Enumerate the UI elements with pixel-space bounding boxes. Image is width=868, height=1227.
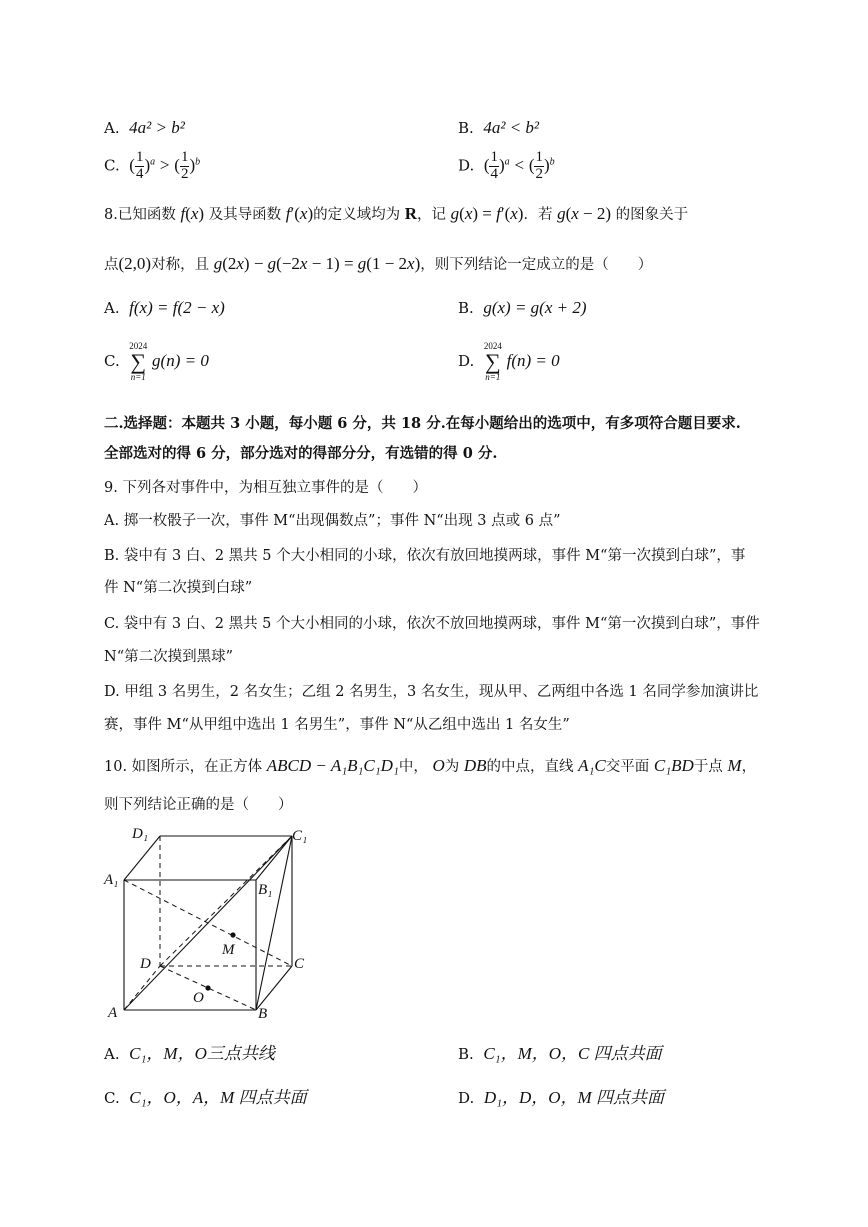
point-o <box>205 985 210 990</box>
option-label: A. <box>104 1045 120 1063</box>
label-b1: B₁ <box>258 882 273 898</box>
q8-stem-line2: 点(2,0)对称，且 g(2x) − g(−2x − 1) = g(1 − 2x)，则下列结论一定成立的是（ ） <box>104 254 653 273</box>
edge-bc <box>256 966 292 1010</box>
q9-option-b-line1: B. 袋中有 3 白、2 黑共 5 个大小相同的小球，依次有放回地摸两球，事件 M“第一次摸到白球”，事 <box>104 548 746 564</box>
q8-option-b-expr: g(x) = g(x + 2) <box>483 298 587 317</box>
option-label: C. <box>104 1089 120 1107</box>
q8-option-d: D. 2024 ∑ n=1 f(n) = 0 <box>458 341 560 382</box>
option-label: A. <box>104 119 120 137</box>
q7-option-a <box>104 118 185 138</box>
q8-option-c: C. 2024 ∑ n=1 g(n) = 0 <box>104 341 209 382</box>
q8-stem-line1: 8.已知函数 f(x) 及其导函数 f′(x)的定义域均为 R，记 g(x) = f′(x)．若 g(x − 2) 的图象关于 <box>104 204 689 223</box>
edge-ad <box>124 966 160 1010</box>
q8-option-a-expr: f(x) = f(2 − x) <box>129 298 225 317</box>
q8-option-b <box>458 298 587 318</box>
option-label: B. <box>458 1045 474 1063</box>
q7-option-d: D. ( $\frac{1}{4}$ )$^a$ < ( $\frac{1}{2}$ )$^b$ <box>458 149 555 182</box>
section2-line1: 二.选择题：本题共 3 小题，每小题 6 分，共 18 分.在每小题给出的选项中，有多项符合题目要求. <box>104 415 741 432</box>
q9-option-c-line2: N“第二次摸到黑球” <box>104 649 234 665</box>
q10-option-a: A. C₁，M，O三点共线 <box>104 1044 275 1063</box>
fraction: $\frac{1}{2}$ <box>535 149 543 182</box>
q10-option-b: B. C₁，M，O，C 四点共面 <box>458 1044 662 1063</box>
label-c1: C₁ <box>292 828 308 844</box>
label-m: M <box>222 942 235 958</box>
q9-option-a: A. 掷一枚骰子一次，事件 M“出现偶数点”；事件 N“出现 3 点或 6 点” <box>104 513 561 529</box>
q9-option-d-line1: D. 甲组 3 名男生，2 名女生；乙组 2 名男生，3 名女生，现从甲、乙两组中各选 1 名同学参加演讲比 <box>104 684 759 700</box>
q9-option-d-line2: 赛，事件 M“从甲组中选出 1 名男生”，事件 N“从乙组中选出 1 名女生” <box>104 717 570 733</box>
option-label: A. <box>104 299 120 317</box>
q9-stem: 9. 下列各对事件中，为相互独立事件的是（ ） <box>104 480 427 496</box>
line-c1b <box>256 836 292 1010</box>
label-d1: D₁ <box>132 826 149 842</box>
option-label: D. <box>458 1089 475 1107</box>
fraction: $\frac{1}{4}$ <box>490 149 498 182</box>
label-d: D <box>140 956 151 972</box>
q7-option-b <box>458 118 539 138</box>
fraction: $\frac{1}{2}$ <box>180 149 189 182</box>
summation: 2024 ∑ n=1 <box>129 341 148 382</box>
cube-figure <box>100 822 330 1022</box>
q10-option-d: D. D₁，D，O，M 四点共面 <box>458 1088 664 1107</box>
option-label: D. <box>458 352 475 370</box>
point-m <box>230 932 235 937</box>
q10-option-c: C. C₁，O，A，M 四点共面 <box>104 1088 307 1107</box>
option-label: D. <box>458 156 475 175</box>
edge-a1d1 <box>124 836 160 880</box>
q7-option-b-expr: 4a² < b² <box>483 118 540 137</box>
label-a: A <box>108 1005 118 1021</box>
q8-option-a <box>104 298 225 318</box>
option-label: C. <box>104 352 120 370</box>
label-c: C <box>294 956 305 972</box>
option-label: B. <box>458 299 474 317</box>
section2-line2: 全部选对的得 6 分，部分选对的得部分分，有选错的得 0 分. <box>104 445 498 462</box>
edge-b1c1 <box>256 836 292 880</box>
option-label: B. <box>458 119 474 137</box>
q7-option-c: C. ( $\frac{1}{4}$ )$^a$ > ( $\frac{1}{2}$ )$^b$ <box>104 149 201 182</box>
summation: 2024 ∑ n=1 <box>483 341 502 382</box>
label-o: O <box>193 990 204 1006</box>
q9-option-c-line1: C. 袋中有 3 白、2 黑共 5 个大小相同的小球，依次不放回地摸两球，事件 M“第一次摸到白球”，事件 <box>104 616 760 632</box>
label-b: B <box>258 1006 268 1022</box>
q7-option-a-expr: 4a² > b² <box>129 118 185 137</box>
label-a1: A₁ <box>104 872 119 888</box>
q10-stem-line1: 10. 如图所示，在正方体 ABCD − A₁B₁C₁D₁中， O为 DB的中点，直线 A₁C交平面 C₁BD于点 M， <box>104 756 757 775</box>
q10-stem-line2: 则下列结论正确的是（ ） <box>104 797 293 813</box>
fraction: $\frac{1}{4}$ <box>135 149 144 182</box>
q9-option-b-line2: 件 N“第二次摸到白球” <box>104 580 253 596</box>
option-label: C. <box>104 156 120 175</box>
